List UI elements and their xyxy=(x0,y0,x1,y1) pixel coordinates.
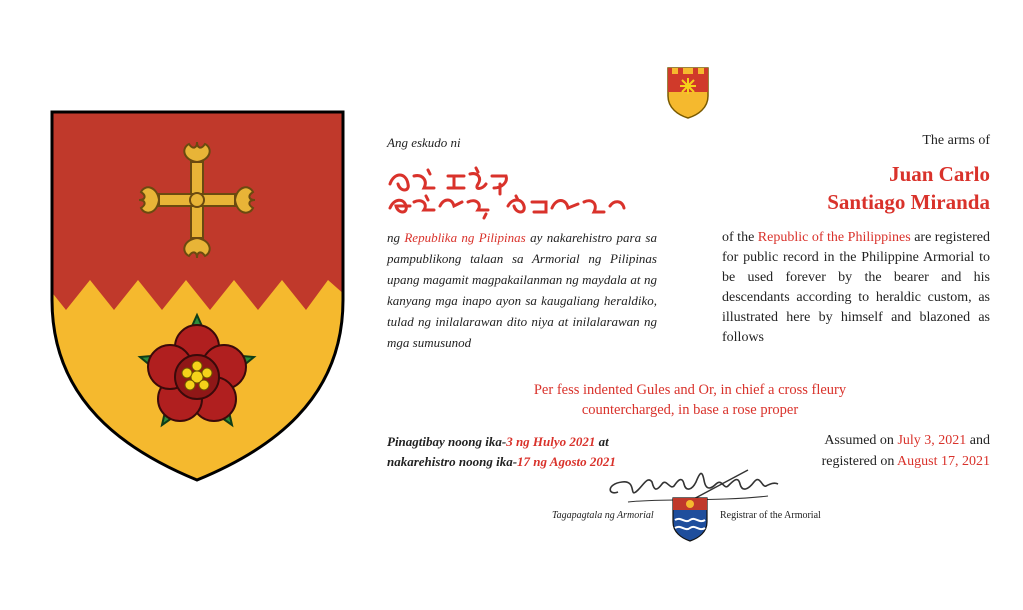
tagalog-body: ng Republika ng Pilipinas ay nakarehistro para sa pampublikong talaan sa Armorial ng Pilipinas upang magamit magpakailanman ng maydala at ng kanyang mga inapo ayon sa kaugaliang heraldiko, tulad ng inilalarawan dito niya at inilalarawan ng mga sumusunod xyxy=(387,230,657,350)
registrar-seal-icon xyxy=(671,496,709,542)
baybayin-name xyxy=(388,162,628,229)
english-republic: Republic of the Philippines xyxy=(757,230,911,245)
english-registered-date: August 17, 2021 xyxy=(897,454,990,469)
english-registrar-title: Registrar of the Armorial xyxy=(720,510,821,521)
tagalog-dates: Pinagtibay noong ika-3 ng Hulyo 2021 at nakarehistro noong ika-17 ng Agosto 2021 xyxy=(387,434,616,469)
english-dates: Assumed on July 3, 2021 and registered on August 17, 2021 xyxy=(821,433,990,469)
tagalog-republic: Republika ng Pilipinas xyxy=(404,230,526,245)
bearer-name: Juan Carlo Santiago Miranda xyxy=(827,162,990,214)
tagalog-registrar-title: Tagapagtala ng Armorial xyxy=(552,510,654,521)
english-assumed-date: July 3, 2021 xyxy=(897,433,967,448)
armorial-emblem-icon xyxy=(666,66,710,120)
svg-text:ᜑᜓᜏᜈ᜔ ᜃᜇᜓᜎᜓ: ᜑᜓᜏᜈ᜔ ᜃᜇᜓᜎᜓ xyxy=(388,162,394,163)
tagalog-lead: Ang eskudo ni xyxy=(387,135,461,150)
blazon: Per fess indented Gules and Or, in chief a cross fleury countercharged, in base a rose proper xyxy=(533,382,847,418)
tagalog-registered-date: 17 ng Agosto 2021 xyxy=(517,454,616,469)
coat-of-arms-icon xyxy=(50,110,345,482)
english-body: of the Republic of the Philippines are registered for public record in the Philippine Armorial to be used forever by the bearer and his descendants according to heraldic custom, as illustrated here by himself and blazoned as follows xyxy=(722,230,990,345)
tagalog-assumed-date: 3 ng Hulyo 2021 xyxy=(506,434,596,449)
english-lead: The arms of xyxy=(922,133,990,148)
